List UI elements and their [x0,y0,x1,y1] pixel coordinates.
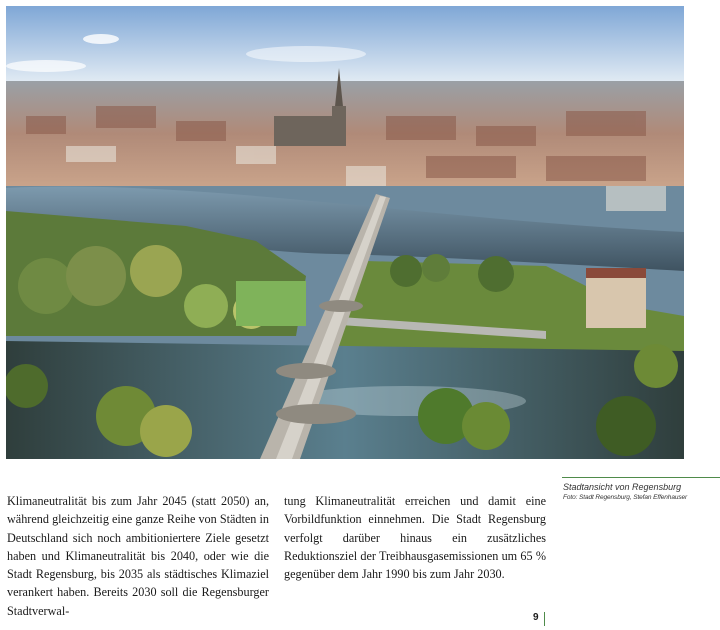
body-paragraph-left: Klimaneutralität bis zum Jahr 2045 (statt 2050) an, während gleichzeitig eine ganze Reihe von Städten in Deutschland sich noch ambitioniertere Ziele gesetzt haben und Klimaneutralität bis 2040, oder wie die Stadt Regensburg, bis 2035 als städtisches Klimaziel verankert haben. Bereits 2030 soll die Regensburger Stadtverwal- [7,494,269,618]
regensburg-aerial-photo [6,6,684,459]
page-number: 9 [533,612,539,623]
caption-credit: Foto: Stadt Regensburg, Stefan Effenhauser [563,494,688,501]
page-number-divider [544,612,545,626]
body-column-right [284,492,546,583]
caption-rule [562,477,720,478]
photo-illustration [6,6,684,459]
body-paragraph-right: tung Klimaneutralität erreichen und damit eine Vorbildfunktion einnehmen. Die Stadt Regensburg verfolgt darüber hinaus ein zusätzliches Reduktionsziel der Treibhausgasemissionen um 65 % gegenüber dem Jahr 1990 bis zum Jahr 2030. [284,494,546,582]
photo-caption [563,481,720,502]
body-column-left [7,492,269,620]
caption-title: Stadtansicht von Regensburg [563,482,682,492]
